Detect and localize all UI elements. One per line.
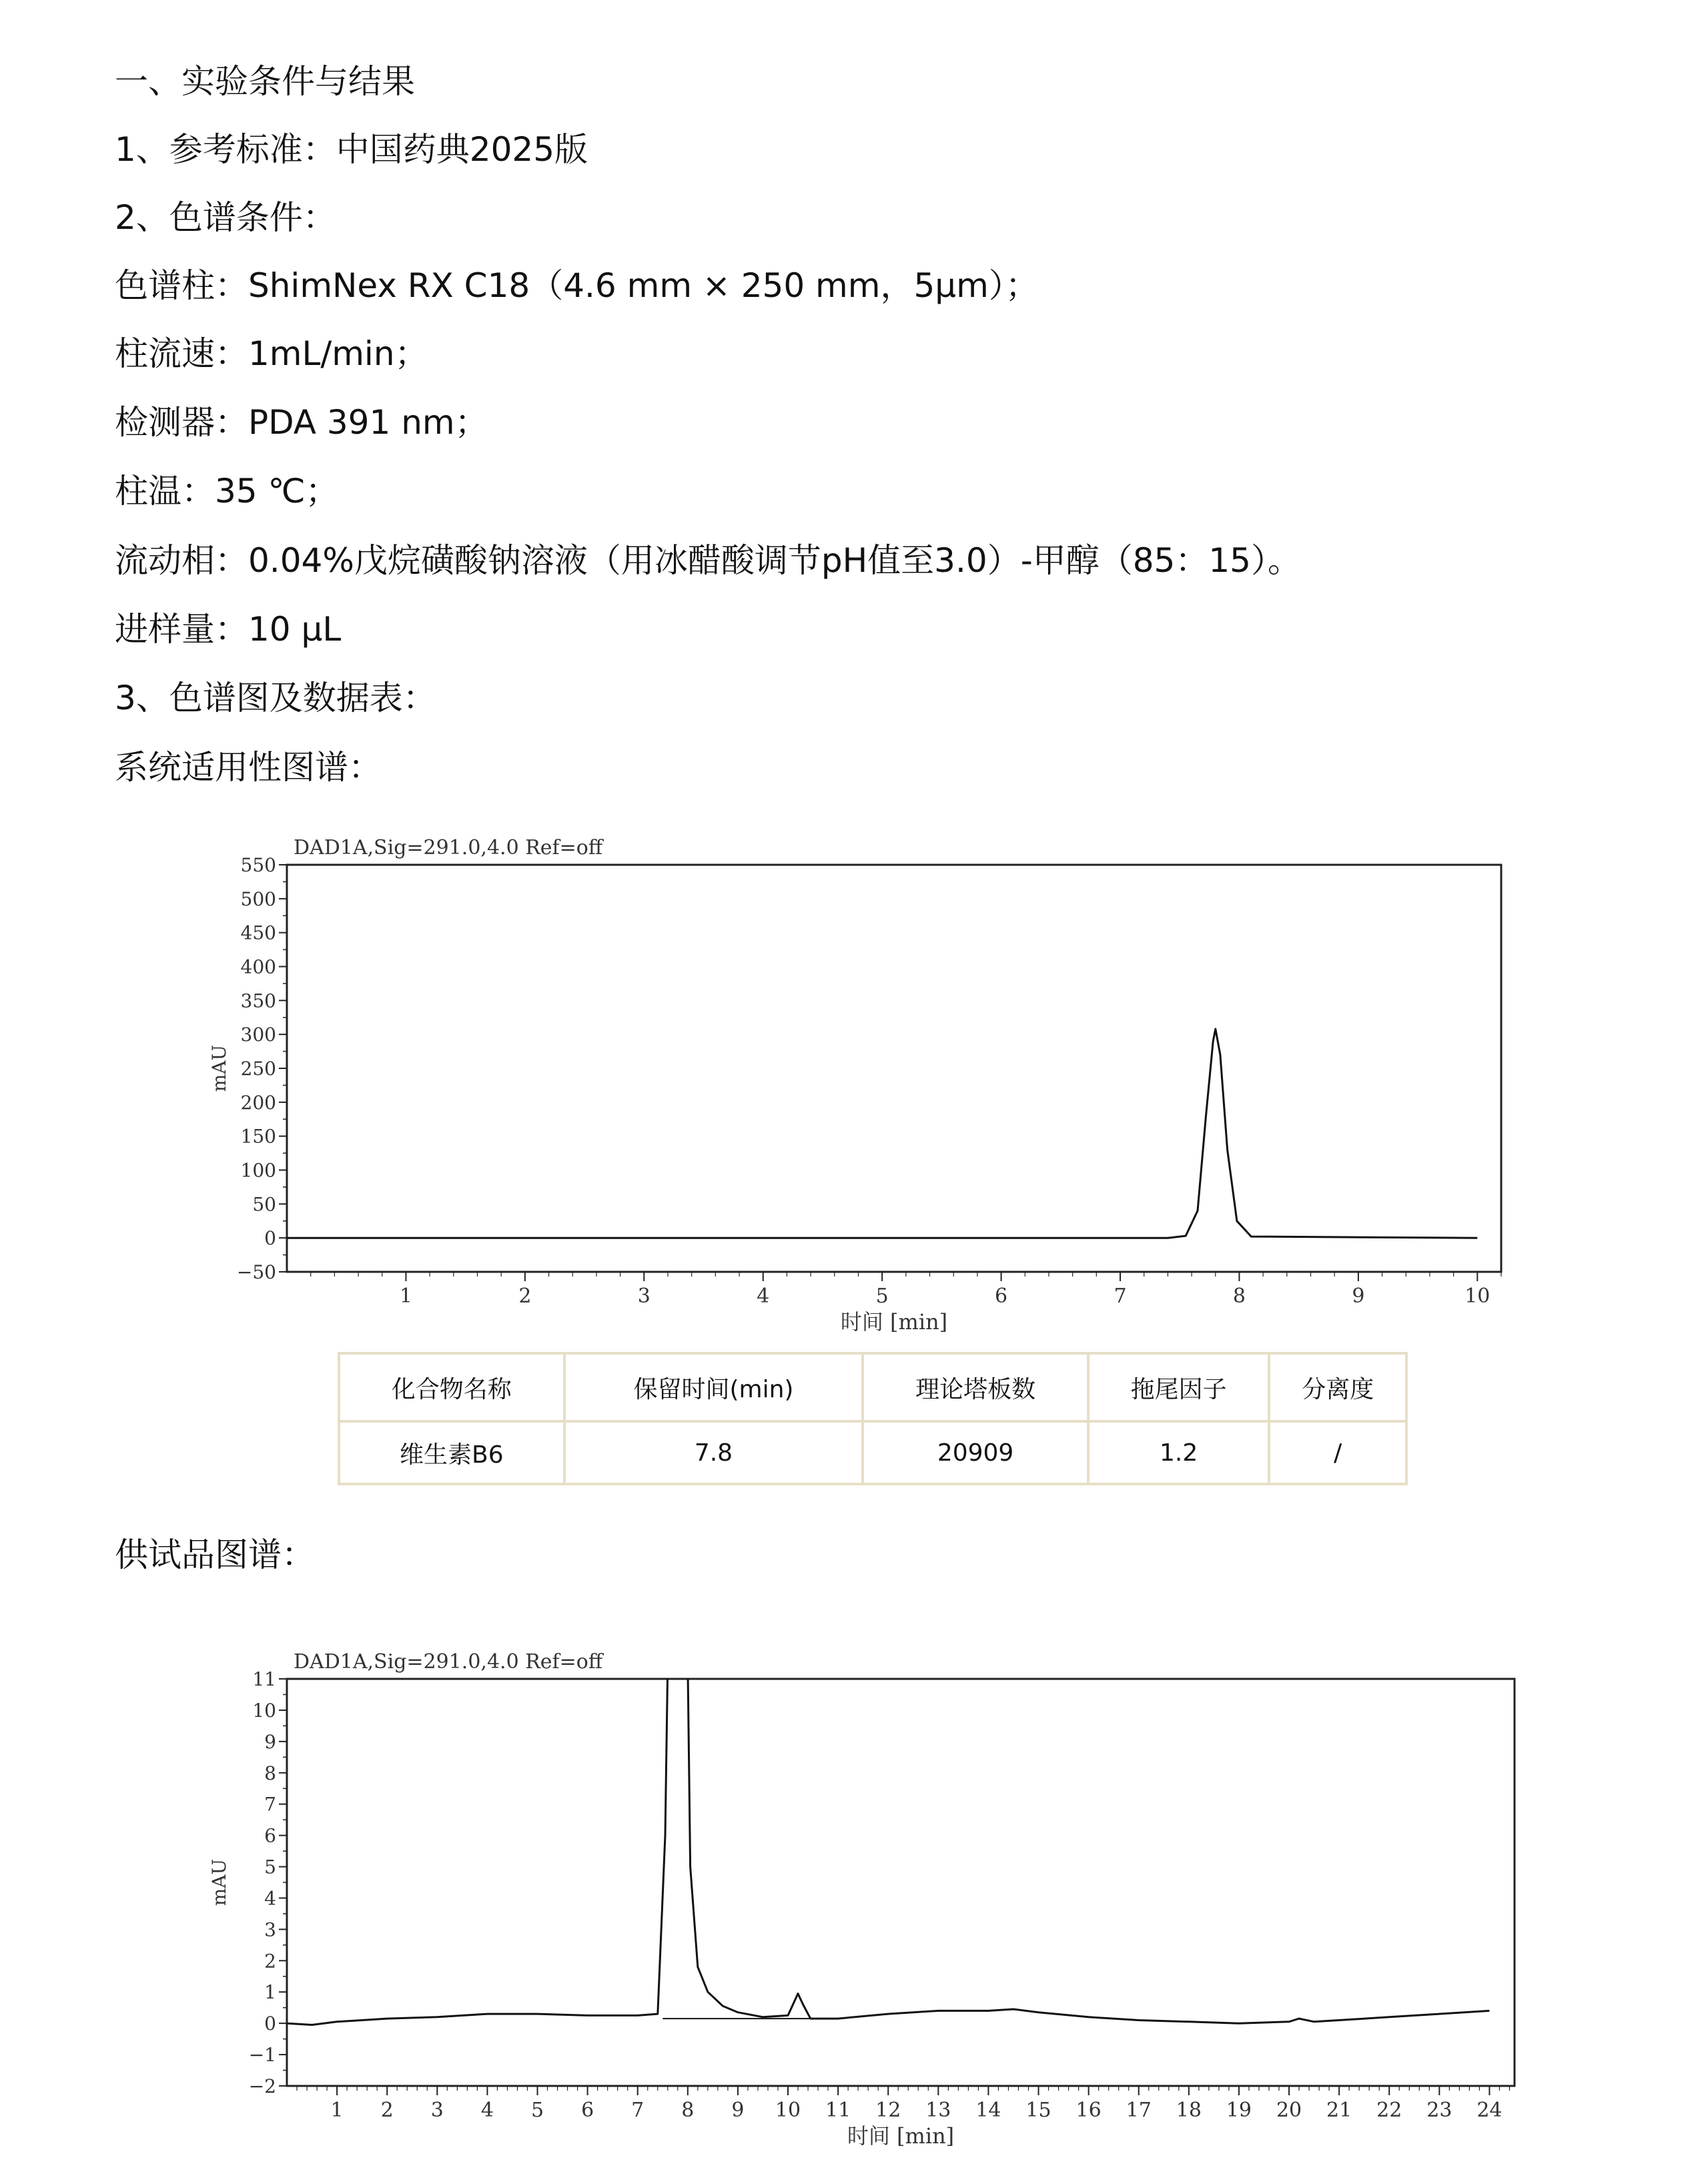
x-tick-label: 6 <box>581 2099 594 2122</box>
y-tick-label: −1 <box>248 2044 276 2067</box>
x-tick-label: 15 <box>1025 2099 1051 2122</box>
table-row <box>339 1421 1406 1484</box>
cell-tailing: 1.2 <box>1088 1421 1270 1484</box>
y-tick-label: 300 <box>240 1024 276 1046</box>
header-resolution: 分离度 <box>1269 1353 1406 1421</box>
x-tick-label: 7 <box>631 2099 645 2122</box>
y-tick-label: 8 <box>264 1762 276 1784</box>
header-compound: 化合物名称 <box>339 1353 564 1421</box>
header-retention-time: 保留时间(min) <box>564 1353 863 1421</box>
x-tick-label: 18 <box>1176 2099 1202 2122</box>
y-tick-label: 50 <box>252 1193 276 1216</box>
x-tick-label: 4 <box>757 1285 770 1308</box>
x-tick-label: 20 <box>1276 2099 1302 2122</box>
results-table <box>338 1352 1408 1485</box>
flow-rate: 柱流速：1mL/min； <box>115 334 428 373</box>
x-tick-label: 7 <box>1114 1285 1127 1308</box>
x-tick-label: 10 <box>775 2099 801 2122</box>
y-tick-label: 4 <box>264 1887 276 1910</box>
suitability-chart-svg <box>193 821 1528 1341</box>
y-tick-label: 10 <box>252 1699 276 1722</box>
x-tick-label: 4 <box>480 2099 494 2122</box>
x-axis-label: 时间 [min] <box>847 2123 955 2149</box>
x-tick-label: 1 <box>330 2099 344 2122</box>
y-tick-label: 400 <box>240 956 276 978</box>
x-tick-label: 8 <box>681 2099 695 2122</box>
x-tick-label: 9 <box>1352 1285 1365 1308</box>
cell-resolution: / <box>1269 1421 1406 1484</box>
y-tick-label: 11 <box>252 1668 276 1690</box>
plot-frame <box>287 1679 1515 2086</box>
y-tick-label: 2 <box>264 1950 276 1972</box>
y-tick-label: 200 <box>240 1091 276 1114</box>
header-plates: 理论塔板数 <box>863 1353 1088 1421</box>
x-tick-label: 3 <box>637 1285 651 1308</box>
y-tick-label: 6 <box>264 1824 276 1847</box>
x-tick-label: 17 <box>1126 2099 1152 2122</box>
suitability-chart <box>193 821 1528 1341</box>
x-tick-label: 2 <box>518 1285 532 1308</box>
y-tick-label: 0 <box>264 1227 276 1250</box>
x-tick-label: 9 <box>731 2099 745 2122</box>
injection-volume: 进样量：10 μL <box>115 610 342 649</box>
y-tick-label: 3 <box>264 1918 276 1941</box>
y-axis-label: mAU <box>208 1858 230 1906</box>
x-tick-label: 5 <box>875 1285 889 1308</box>
x-tick-label: 6 <box>995 1285 1008 1308</box>
sample-chart-svg <box>193 1635 1528 2155</box>
suitability-title: 系统适用性图谱： <box>115 748 382 787</box>
x-tick-label: 2 <box>380 2099 394 2122</box>
y-tick-label: 500 <box>240 887 276 910</box>
x-tick-label: 22 <box>1376 2099 1402 2122</box>
y-tick-label: −50 <box>236 1261 276 1283</box>
sample-title: 供试品图谱： <box>115 1535 315 1574</box>
x-tick-label: 1 <box>399 1285 412 1308</box>
x-tick-label: 23 <box>1426 2099 1452 2122</box>
y-tick-label: 1 <box>264 1981 276 2004</box>
y-tick-label: 150 <box>240 1125 276 1148</box>
y-tick-label: 5 <box>264 1856 276 1878</box>
y-tick-label: 0 <box>264 2013 276 2035</box>
y-tick-label: 550 <box>240 854 276 876</box>
x-tick-label: 5 <box>530 2099 544 2122</box>
sample-chart <box>193 1635 1528 2155</box>
y-tick-label: −2 <box>248 2075 276 2097</box>
plot-frame <box>287 865 1501 1272</box>
header-tailing: 拖尾因子 <box>1088 1353 1270 1421</box>
y-tick-label: 250 <box>240 1058 276 1080</box>
y-tick-label: 100 <box>240 1159 276 1182</box>
x-tick-label: 21 <box>1326 2099 1352 2122</box>
series-line-1 <box>287 1029 1477 1238</box>
y-tick-label: 450 <box>240 922 276 944</box>
cell-retention-time: 7.8 <box>564 1421 863 1484</box>
x-tick-label: 3 <box>430 2099 444 2122</box>
x-tick-label: 11 <box>825 2099 851 2122</box>
x-tick-label: 14 <box>975 2099 1001 2122</box>
x-tick-label: 10 <box>1464 1285 1490 1308</box>
y-tick-label: 7 <box>264 1793 276 1816</box>
y-axis-label: mAU <box>208 1044 230 1092</box>
conditions-title: 2、色谱条件： <box>115 198 336 237</box>
y-tick-label: 9 <box>264 1730 276 1753</box>
section-heading: 一、实验条件与结果 <box>115 62 415 101</box>
detector: 检测器：PDA 391 nm； <box>115 403 488 442</box>
column-temp: 柱温：35 ℃； <box>115 472 339 510</box>
mobile-phase: 流动相：0.04%戊烷磺酸钠溶液（用冰醋酸调节pH值至3.0）-甲醇（85：15）。 <box>115 541 1301 580</box>
cell-compound: 维生素B6 <box>339 1421 564 1484</box>
cell-plates: 20909 <box>863 1421 1088 1484</box>
charts-title: 3、色谱图及数据表： <box>115 679 436 717</box>
series-line-1 <box>287 1664 1489 2025</box>
y-tick-label: 350 <box>240 990 276 1012</box>
column-spec: 色谱柱：ShimNex RX C18（4.6 mm × 250 mm，5μm）； <box>115 266 1039 305</box>
x-tick-label: 19 <box>1226 2099 1252 2122</box>
reference-standard: 1、参考标准：中国药典2025版 <box>115 130 588 169</box>
x-tick-label: 12 <box>875 2099 901 2122</box>
table-header-row <box>339 1353 1406 1421</box>
x-tick-label: 13 <box>925 2099 951 2122</box>
x-tick-label: 8 <box>1232 1285 1246 1308</box>
chart-title: DAD1A,Sig=291.0,4.0 Ref=off <box>294 1650 603 1674</box>
x-tick-label: 24 <box>1476 2099 1503 2122</box>
x-axis-label: 时间 [min] <box>840 1309 948 1335</box>
chart-title: DAD1A,Sig=291.0,4.0 Ref=off <box>294 836 603 859</box>
x-tick-label: 16 <box>1076 2099 1102 2122</box>
